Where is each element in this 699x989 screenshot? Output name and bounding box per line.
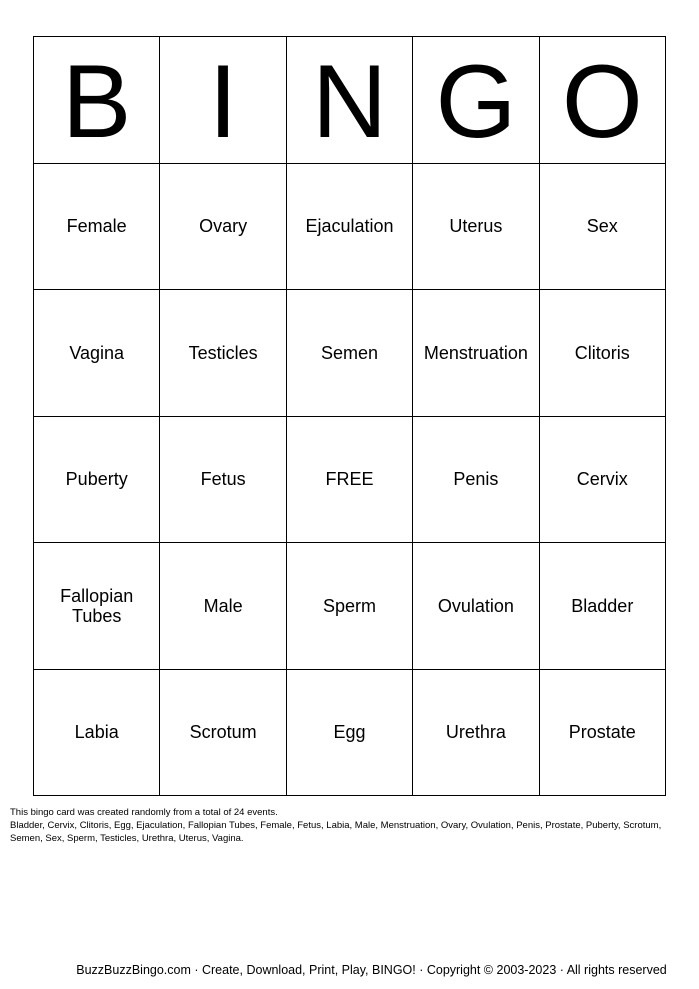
bingo-card [33,36,666,796]
page-footer [0,963,699,977]
footer-copyright: BuzzBuzzBingo.com · Create, Download, Print, Play, BINGO! · Copyright © 2003-2023 · All rights reserved [76,963,667,977]
header-letter-b: B [34,37,160,164]
footnote-summary: This bingo card was created randomly from a total of 24 events. [10,807,278,818]
bingo-cell: Ovary [160,164,286,291]
bingo-cell: Fallopian Tubes [34,543,160,670]
bingo-cell: Semen [287,290,413,417]
bingo-cell: Uterus [413,164,539,291]
free-space-cell: FREE [287,417,413,544]
bingo-cell: Cervix [540,417,666,544]
header-letter-o: O [540,37,666,164]
bingo-cell: Ejaculation [287,164,413,291]
footnote-event-list: Bladder, Cervix, Clitoris, Egg, Ejaculation, Fallopian Tubes, Female, Fetus, Labia, Male, Menstruation, Ovary, Ovulation, Penis, Prostate, Puberty, Scrotum, Semen, Sex, Sperm, Testicles, Urethra, Uterus, Vagina. [10,820,662,844]
bingo-cell: Prostate [540,670,666,797]
bingo-cell: Penis [413,417,539,544]
bingo-cell: Sex [540,164,666,291]
bingo-cell: Testicles [160,290,286,417]
header-letter-g: G [413,37,539,164]
bingo-cell: Egg [287,670,413,797]
bingo-cell: Vagina [34,290,160,417]
bingo-cell: Male [160,543,286,670]
bingo-cell: Fetus [160,417,286,544]
bingo-cell: Female [34,164,160,291]
bingo-cell: Menstruation [413,290,539,417]
bingo-cell: Ovulation [413,543,539,670]
bingo-cell: Labia [34,670,160,797]
header-letter-n: N [287,37,413,164]
bingo-cell: Urethra [413,670,539,797]
bingo-cell: Scrotum [160,670,286,797]
header-letter-i: I [160,37,286,164]
bingo-cell: Puberty [34,417,160,544]
card-footnote [10,806,680,845]
bingo-cell: Bladder [540,543,666,670]
bingo-cell: Sperm [287,543,413,670]
bingo-cell: Clitoris [540,290,666,417]
